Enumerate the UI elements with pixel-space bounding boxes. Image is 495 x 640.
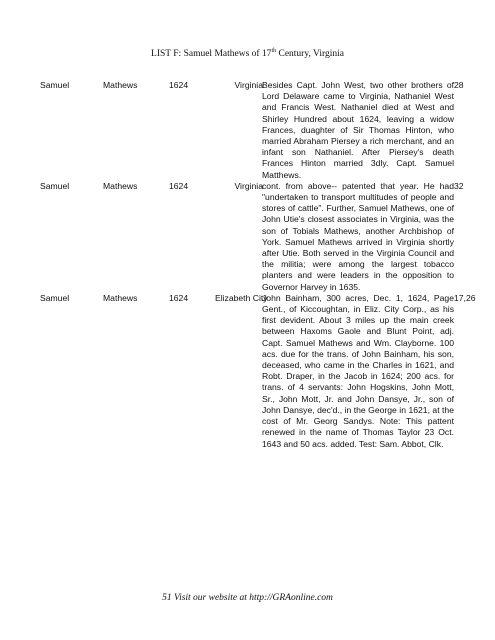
last-name: Mathews	[103, 180, 138, 191]
page-title	[0, 48, 495, 59]
record-row	[40, 292, 476, 450]
page-ref: 28	[454, 80, 464, 90]
record-text: cont. from above-- patented that year. He had "undertaken to transport multitudes of people and stores of cattle". Further, Samuel Mathews, one of John Utie's closest associates in Virginia, was the son of Tobials Mathews, another Archbishop of York. Samuel Mathews arrived in Virginia shortly after Utie. Both served in the Virginia Council and the militia; were among the largest tobacco planters and were leaders in the opposition to Governor Harvey in 1635.	[262, 180, 454, 292]
first-name: Samuel	[40, 180, 70, 191]
year: 1624	[169, 292, 189, 303]
first-name: Samuel	[40, 292, 70, 303]
county: Virginia	[234, 80, 263, 90]
year: 1624	[169, 180, 189, 191]
title-superscript: th	[271, 48, 277, 54]
record-text: John Bainham, 300 acres, Dec. 1, 1624, Page Gent., of Kiccoughtan, in Eliz. City Corp., as his first devident. About 3 miles up the main creek between Haxoms Gaole and Blunt Point, adj. Capt. Samuel Mathews and Wm. Clayborne. 100 acs. due for the trans. of John Bainham, his son, deceased, who came in the Charles in 1621, and Robt. Draper, in the Jacob in 1624; 200 acs. for trans. of 4 servants: John Hogskins, John Mott, Sr., John Mott, Jr. and John Dansye, Jr., son of John Dansye, dec'd., in the George in 1621, at the cost of Mr. Georg Sandys. Note: This pattent renewed in the name of Thomas Taylor 23 Oct. 1643 and 50 acs. added. Test: Sam. Abbot, Clk.	[262, 292, 454, 449]
last-name: Mathews	[103, 80, 138, 90]
county: Elizabeth City	[215, 292, 268, 303]
last-name: Mathews	[103, 292, 138, 303]
page-footer: 51 Visit our website at http://GRAonline.com	[162, 593, 333, 603]
record-row	[40, 80, 470, 181]
year: 1624	[169, 80, 189, 90]
page-ref: 17,26	[454, 292, 476, 303]
first-name: Samuel	[40, 80, 70, 90]
record-text: Besides Capt. John West, two other brothers of Lord Delaware came to Virginia, Nathaniel West and Francis West. Nathaniel died at West and Shirley Hundred about 1624, leaving a widow Frances, duaghter of Sir Thomas Hinton, who married Abraham Piersey a rich merchant, and an infant son Nathaniel. After Piersey's death Frances Hinton married 3dly. Capt. Samuel Matthews.	[262, 80, 454, 180]
record-row	[40, 181, 470, 293]
title-prefix: LIST F: Samuel Mathews of 17	[151, 49, 272, 60]
title-suffix: Century, Virginia	[276, 49, 344, 60]
county: Virginia	[234, 180, 263, 191]
records-list	[40, 80, 476, 450]
page-ref: 32	[454, 180, 464, 191]
